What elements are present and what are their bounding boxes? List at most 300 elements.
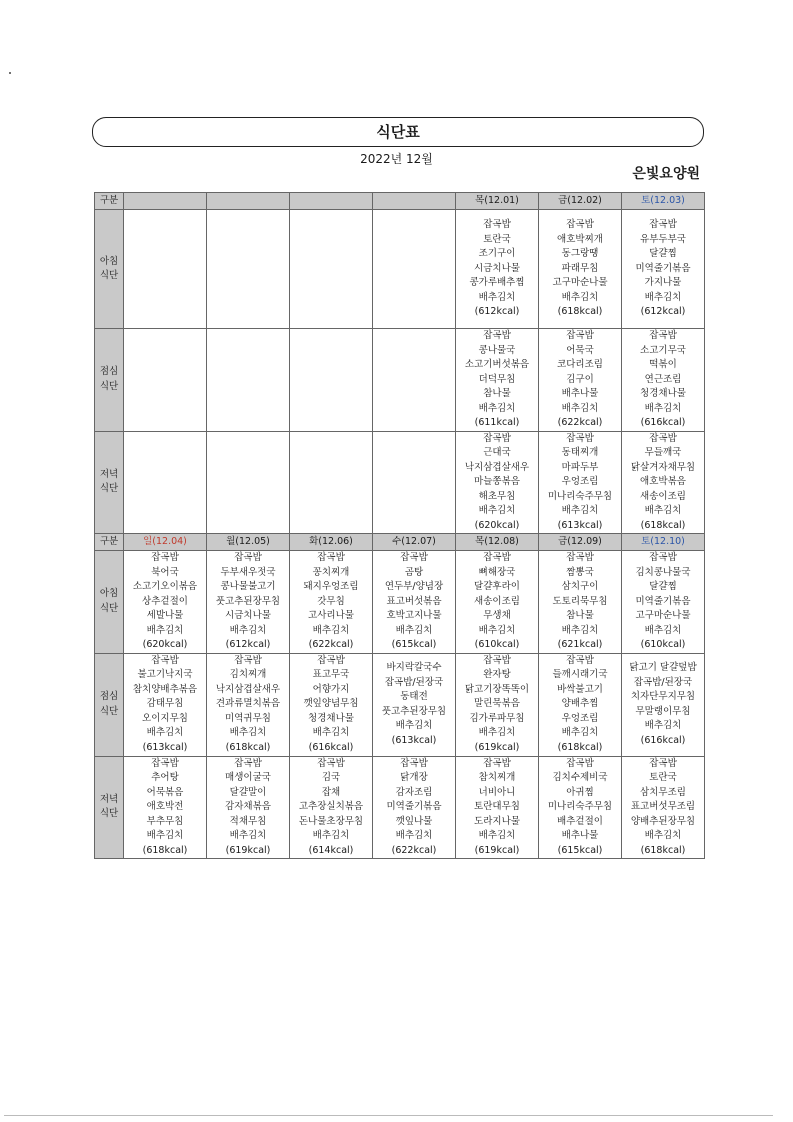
lunch-label [95, 329, 124, 432]
menu-item: 잡곡밥 [234, 552, 262, 563]
menu-item: 김치수제비국 [552, 772, 608, 783]
menu-item: 잡곡밥 [649, 330, 677, 341]
menu-cell [539, 756, 622, 859]
menu-item: 어향가지 [312, 683, 350, 695]
menu-cell [207, 653, 290, 756]
menu-item: 배추김치 [312, 624, 350, 636]
breakfast-label [95, 551, 124, 654]
menu-item: 완자탕 [483, 669, 511, 681]
menu-item: 떡볶이 [649, 359, 677, 370]
menu-item: 잡곡밥 [566, 432, 594, 444]
menu-item: 배추김치 [644, 505, 682, 516]
menu-item: 마늘쫑볶음 [474, 476, 520, 487]
menu-item: 돼지우엉조림 [303, 581, 359, 592]
menu-item: 김치찌개 [229, 669, 267, 681]
menu-item: 김국 [321, 772, 341, 783]
menu-item: 애호박볶음 [640, 476, 686, 487]
menu-item: 감자조림 [395, 786, 433, 798]
menu-cell [124, 756, 207, 859]
lunch-row [95, 653, 705, 756]
menu-item: 너비아니 [478, 786, 516, 798]
menu-item: 마파두부 [561, 461, 599, 473]
menu-item: 달걀말이 [229, 786, 267, 798]
menu-item: 닭살겨자채무침 [630, 461, 696, 473]
menu-cell [373, 551, 456, 654]
menu-table [94, 192, 705, 859]
menu-item: 잡곡밥 [649, 552, 677, 563]
day-header [456, 534, 539, 551]
menu-cell [124, 329, 207, 432]
menu-item: (616kcal) [640, 417, 686, 428]
menu-item: 가지나물 [644, 277, 682, 289]
meal-label-line: 식단 [99, 808, 119, 820]
menu-item: 달걀후라이 [474, 581, 520, 592]
menu-item: 배추김치 [478, 727, 516, 739]
menu-item: 잡곡밥 [649, 432, 677, 444]
menu-item: 잡곡밥 [151, 757, 179, 769]
menu-item: 낙지삼겹살새우 [464, 461, 530, 473]
menu-item: (613kcal) [557, 519, 603, 531]
dinner-label [95, 756, 124, 859]
menu-item: (620kcal) [142, 639, 188, 650]
menu-item: (620kcal) [474, 519, 520, 531]
menu-cell [622, 329, 705, 432]
menu-item: 잡곡밥 [151, 552, 179, 563]
menu-item: 고추장실치볶음 [298, 801, 364, 812]
menu-item: 배추김치 [644, 624, 682, 636]
menu-item: 배추김치 [146, 830, 184, 841]
day-label: 월(12.05) [226, 536, 270, 547]
day-label: 목(12.08) [475, 536, 519, 547]
menu-item: 표고버섯무조림 [630, 801, 696, 812]
menu-item: (622kcal) [308, 639, 354, 650]
menu-item: 어묵국 [566, 344, 594, 356]
menu-item: 콩가루배추찜 [469, 277, 525, 289]
menu-item: 잡곡밥 [234, 757, 262, 769]
menu-item: 콩나물국 [478, 344, 516, 356]
menu-item: (618kcal) [557, 741, 603, 753]
day-header [207, 534, 290, 551]
menu-item: (610kcal) [474, 639, 520, 650]
menu-item: 잡곡밥 [566, 654, 594, 666]
day-header-row [95, 193, 705, 210]
menu-cell [290, 653, 373, 756]
menu-item: 미나리숙주무침 [547, 490, 613, 502]
day-header [290, 534, 373, 551]
menu-item: 말린묵볶음 [474, 698, 520, 710]
day-label: 토(12.10) [641, 536, 685, 547]
menu-item: 배추김치 [312, 830, 350, 841]
menu-cell [124, 210, 207, 329]
menu-item: 해초무침 [478, 490, 516, 502]
menu-item: 적채무침 [229, 815, 267, 827]
menu-item: (611kcal) [474, 417, 520, 428]
meal-label-line: 식단 [99, 483, 119, 495]
day-label: 금(12.02) [558, 195, 602, 206]
menu-item: 조기구이 [478, 248, 516, 260]
scan-speck [9, 72, 11, 74]
menu-item: 잡곡밥 [317, 552, 345, 563]
menu-item: 배추김치 [395, 720, 433, 731]
menu-item: 토란국 [649, 772, 677, 783]
meal-label-line: 식단 [99, 602, 119, 614]
menu-item: 동그랑땡 [561, 248, 599, 260]
menu-item: 잡곡밥 [317, 654, 345, 666]
day-label: 토(12.03) [641, 195, 685, 206]
menu-item: 삼치무조림 [640, 786, 686, 798]
menu-item: 두부새우젓국 [220, 566, 276, 578]
menu-cell [290, 551, 373, 654]
menu-cell [207, 431, 290, 534]
menu-item: 잡곡밥 [566, 330, 594, 341]
menu-item: 들깨시래기국 [552, 669, 608, 681]
menu-cell [539, 431, 622, 534]
menu-item: 배추나물 [561, 830, 599, 841]
menu-item: (622kcal) [557, 417, 603, 428]
menu-cell [207, 329, 290, 432]
menu-item: 고구마순나물 [635, 610, 691, 621]
menu-item: 돈나물초장무침 [298, 815, 364, 827]
menu-item: 김구이 [566, 373, 594, 385]
menu-item: 상추겉절이 [142, 595, 188, 607]
breakfast-row [95, 551, 705, 654]
menu-cell [622, 756, 705, 859]
menu-cell [124, 551, 207, 654]
day-header [456, 193, 539, 210]
menu-item: 양배추된장무침 [630, 815, 696, 827]
menu-item: 잡곡밥 [483, 654, 511, 666]
menu-item: 부추무침 [146, 815, 184, 827]
menu-item: 바지락칼국수 [386, 662, 442, 673]
menu-item: 근대국 [483, 447, 511, 458]
menu-cell [290, 756, 373, 859]
menu-item: 매생이굴국 [225, 772, 271, 783]
menu-item: 애호박찌개 [557, 233, 603, 245]
menu-cell [290, 431, 373, 534]
breakfast-row [95, 210, 705, 329]
meal-label-line: 식단 [99, 270, 119, 281]
menu-cell [290, 329, 373, 432]
menu-item: 잡곡밥 [483, 552, 511, 563]
menu-cell [373, 210, 456, 329]
menu-item: (621kcal) [557, 639, 603, 650]
menu-item: 낙지삼겹살새우 [215, 683, 281, 695]
menu-item: (613kcal) [391, 734, 437, 746]
menu-item: 잡곡밥 [400, 552, 428, 563]
menu-item: 동태전 [400, 691, 428, 702]
menu-item: 배추김치 [229, 727, 267, 739]
day-header [622, 534, 705, 551]
menu-item: 연두부/양념장 [384, 581, 444, 592]
menu-item: 배추김치 [561, 291, 599, 303]
menu-item: (612kcal) [640, 306, 686, 318]
menu-item: 곰탕 [404, 566, 424, 578]
day-label: 목(12.01) [475, 195, 519, 206]
menu-item: 배추김치 [229, 830, 267, 841]
menu-item: 바싹불고기 [557, 683, 603, 695]
menu-item: 깻잎나물 [395, 815, 433, 827]
menu-item: 미역줄기볶음 [386, 801, 442, 812]
menu-cell [539, 329, 622, 432]
menu-item: 우엉조림 [561, 476, 599, 487]
meal-label-line: 식단 [99, 380, 119, 392]
menu-item: 배추김치 [312, 727, 350, 739]
menu-item: 표고무국 [312, 669, 350, 681]
menu-cell [622, 431, 705, 534]
menu-item: 토란국 [483, 233, 511, 245]
menu-item: 무말랭이무침 [635, 705, 691, 717]
menu-item: 고사리나물 [308, 610, 354, 621]
menu-cell [456, 329, 539, 432]
menu-cell [207, 210, 290, 329]
menu-item: 잡곡밥 [649, 219, 677, 231]
menu-item: 잡곡밥/된장국 [384, 676, 444, 688]
menu-item: 연근조림 [644, 373, 682, 385]
menu-item: 잡곡밥 [483, 432, 511, 444]
menu-item: 갓무침 [317, 595, 345, 607]
menu-item: 배추김치 [561, 505, 599, 516]
menu-item: 토란대무침 [474, 801, 520, 812]
lunch-row [95, 329, 705, 432]
menu-item: (613kcal) [142, 741, 188, 753]
menu-item: 참나물 [483, 388, 511, 399]
menu-item: 소고기오이볶음 [132, 581, 198, 592]
menu-item: 잡곡밥 [566, 552, 594, 563]
menu-item: 잡곡밥 [151, 654, 179, 666]
day-header-row [95, 534, 705, 551]
menu-item: 참나물 [566, 610, 594, 621]
organization-name: 은빛요양원 [632, 166, 700, 182]
menu-item: 배추김치 [395, 830, 433, 841]
menu-item: 견과류멸치볶음 [215, 698, 281, 710]
menu-item: 짬뽕국 [566, 566, 594, 578]
menu-item: 표고버섯볶음 [386, 595, 442, 607]
menu-item: (614kcal) [308, 844, 354, 856]
menu-item: 오이지무침 [142, 712, 188, 724]
menu-item: 유부두부국 [640, 233, 686, 245]
menu-item: 배추김치 [395, 624, 433, 636]
menu-item: 배추김치 [644, 720, 682, 731]
menu-item: 잡곡밥 [483, 219, 511, 231]
menu-item: 배추김치 [146, 727, 184, 739]
menu-item: (615kcal) [557, 844, 603, 856]
menu-item: 잡곡밥 [566, 757, 594, 769]
meal-label-line: 저녁 [99, 468, 119, 480]
menu-item: 깻잎양념무침 [303, 698, 359, 710]
menu-month: 2022년 12월 [360, 152, 433, 166]
menu-item: 김가루파무침 [469, 712, 525, 724]
menu-item: (618kcal) [557, 306, 603, 318]
menu-item: 도라지나물 [474, 815, 520, 827]
menu-item: 꽁치찌개 [312, 566, 350, 578]
menu-item: 풋고추된장무침 [381, 705, 447, 717]
meal-label-line: 아침 [99, 255, 119, 267]
menu-item: (618kcal) [640, 519, 686, 531]
menu-item: 동태찌개 [561, 447, 599, 458]
menu-item: 파래무침 [561, 262, 599, 274]
menu-item: (612kcal) [474, 306, 520, 318]
menu-item: 참치양배추볶음 [132, 683, 198, 695]
menu-cell [622, 210, 705, 329]
menu-item: 시금치나물 [225, 610, 271, 621]
menu-item: 잡곡밥/된장국 [633, 676, 693, 688]
menu-item: 잡채 [321, 786, 341, 798]
menu-item: 무들깨국 [644, 447, 682, 458]
day-header [124, 193, 207, 210]
day-header [373, 193, 456, 210]
day-header [207, 193, 290, 210]
menu-item: (618kcal) [142, 844, 188, 856]
menu-item: 미역귀무침 [225, 712, 271, 724]
day-label: 수(12.07) [392, 536, 436, 547]
menu-cell [622, 653, 705, 756]
menu-item: 추어탕 [151, 772, 179, 783]
menu-cell [124, 431, 207, 534]
meal-label-line: 아침 [99, 588, 119, 600]
menu-item: 새송이조림 [474, 595, 520, 607]
menu-item: 배추김치 [561, 402, 599, 414]
menu-cell [456, 210, 539, 329]
menu-item: 콩나물불고기 [220, 581, 276, 592]
menu-cell [207, 551, 290, 654]
day-header [539, 534, 622, 551]
menu-item: 잡곡밥 [566, 219, 594, 231]
menu-item: 잡곡밥 [483, 757, 511, 769]
menu-cell [539, 551, 622, 654]
day-label: 일(12.04) [143, 536, 187, 547]
menu-item: (622kcal) [391, 844, 437, 856]
menu-item: (619kcal) [225, 844, 271, 856]
meal-label-line: 점심 [99, 691, 119, 702]
menu-item: (616kcal) [640, 734, 686, 746]
menu-item: 잡곡밥 [649, 757, 677, 769]
menu-item: 북어국 [151, 566, 179, 578]
menu-cell [622, 551, 705, 654]
menu-item: 닭고기장똑똑이 [464, 683, 530, 695]
menu-item: 배추김치 [561, 727, 599, 739]
menu-item: 양배추찜 [561, 698, 599, 710]
dinner-row [95, 756, 705, 859]
menu-item: 참치찌개 [478, 772, 516, 783]
day-header [622, 193, 705, 210]
menu-item: 잡곡밥 [317, 757, 345, 769]
menu-item: 도토리묵무침 [552, 595, 608, 607]
menu-item: 새송이조림 [640, 490, 686, 502]
menu-item: 뼈해장국 [478, 566, 516, 578]
breakfast-label [95, 210, 124, 329]
menu-cell [373, 329, 456, 432]
menu-item: 더덕무침 [478, 373, 516, 385]
menu-item: 삼치구이 [561, 581, 599, 592]
menu-item: 잡곡밥 [483, 330, 511, 341]
menu-item: 김치콩나물국 [635, 566, 691, 578]
menu-item: 미나리숙주무침 [547, 801, 613, 812]
day-header [373, 534, 456, 551]
menu-item: 배추김치 [229, 624, 267, 636]
menu-item: 미역줄기볶음 [635, 595, 691, 607]
menu-item: 청경채나물 [640, 388, 686, 399]
menu-item: 배추김치 [478, 830, 516, 841]
menu-item: 치자단무지무침 [630, 691, 696, 702]
menu-cell [456, 653, 539, 756]
menu-item: 배추겉절이 [557, 815, 603, 827]
menu-cell [373, 431, 456, 534]
menu-item: 배추김치 [146, 624, 184, 636]
menu-item: 어묵볶음 [146, 786, 184, 798]
header-label: 구분 [95, 193, 124, 210]
menu-item: 미역줄기볶음 [635, 262, 691, 274]
menu-item: 세발나물 [146, 610, 184, 621]
menu-item: 청경채나물 [308, 712, 354, 724]
menu-item: 닭개장 [400, 772, 428, 783]
menu-cell [456, 756, 539, 859]
menu-item: 불고기낙지국 [137, 669, 193, 681]
menu-cell [456, 431, 539, 534]
menu-item: 풋고추된장무침 [215, 595, 281, 607]
menu-item: 배추김치 [478, 291, 516, 303]
menu-item: (619kcal) [474, 741, 520, 753]
menu-item: (616kcal) [308, 741, 354, 753]
day-label: 화(12.06) [309, 536, 353, 547]
menu-item: 배추김치 [644, 830, 682, 841]
menu-item: 배추김치 [478, 402, 516, 414]
menu-item: 감자채볶음 [225, 801, 271, 812]
header-label: 구분 [95, 534, 124, 551]
menu-item: 무생채 [483, 610, 511, 621]
menu-item: 소고기무국 [640, 344, 686, 356]
menu-item: 배추김치 [561, 624, 599, 636]
menu-item: 배추김치 [644, 291, 682, 303]
dinner-row [95, 431, 705, 534]
menu-cell [373, 653, 456, 756]
menu-cell [290, 210, 373, 329]
page-bottom-edge [4, 1115, 773, 1116]
menu-cell [207, 756, 290, 859]
menu-item: 배추나물 [561, 388, 599, 399]
menu-item: 시금치나물 [474, 262, 520, 274]
menu-item: 달걀찜 [649, 248, 677, 260]
day-header [290, 193, 373, 210]
menu-cell [539, 210, 622, 329]
menu-item: 잡곡밥 [234, 654, 262, 666]
menu-cell [373, 756, 456, 859]
menu-item: 소고기버섯볶음 [464, 359, 530, 370]
day-header [539, 193, 622, 210]
menu-cell [124, 653, 207, 756]
menu-item: 달걀찜 [649, 581, 677, 592]
menu-item: 아귀찜 [566, 786, 594, 798]
day-header [124, 534, 207, 551]
menu-cell [456, 551, 539, 654]
menu-cell [539, 653, 622, 756]
menu-item: 고구마순나물 [552, 277, 608, 289]
menu-item: (618kcal) [640, 844, 686, 856]
day-label: 금(12.09) [558, 536, 602, 547]
menu-item: 감태무침 [146, 698, 184, 710]
meal-label-line: 식단 [99, 705, 119, 717]
menu-item: (612kcal) [225, 639, 271, 650]
menu-item: 배추김치 [478, 624, 516, 636]
lunch-label [95, 653, 124, 756]
menu-item: 코다리조림 [557, 359, 603, 370]
menu-item: 우엉조림 [561, 712, 599, 724]
menu-item: 호박고지나물 [386, 610, 442, 621]
menu-item: (615kcal) [391, 639, 437, 650]
menu-item: (619kcal) [474, 844, 520, 856]
meal-label-line: 점심 [99, 366, 119, 378]
page-title: 식단표 [92, 117, 704, 147]
menu-item: 배추김치 [644, 402, 682, 414]
